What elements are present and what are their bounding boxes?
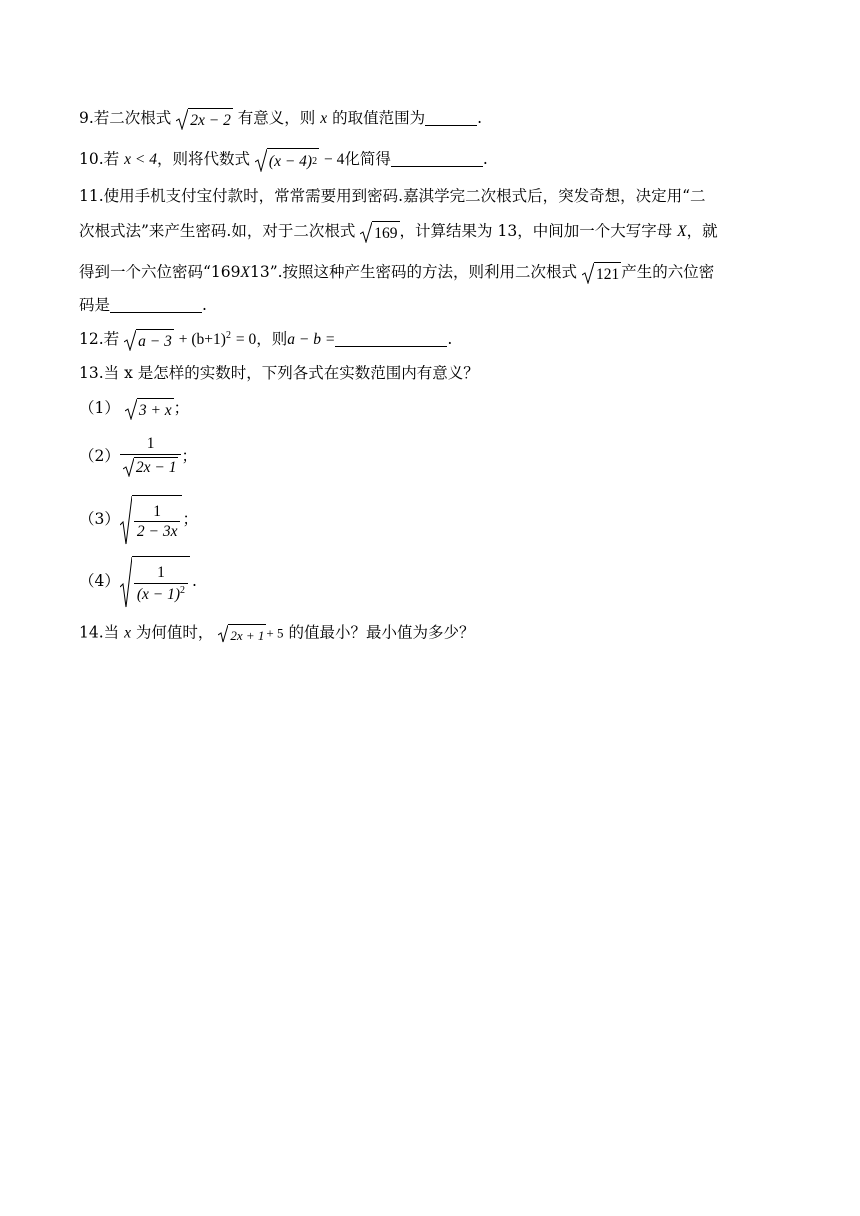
q10-text-mid: ，则将代数式 (156, 150, 250, 168)
q14-radicand: 2x + 1 (228, 624, 266, 643)
q14-radical (218, 624, 266, 643)
q12-number: 12. (79, 330, 104, 348)
q9-radical (176, 108, 233, 130)
question-10 (79, 148, 488, 172)
question-11-line-2 (79, 221, 718, 243)
q13-part-2-label: （2） (79, 446, 120, 465)
q14-text-pre: 14.当 (79, 623, 120, 642)
q11-line-3-post: 产生的六位密 (621, 263, 715, 281)
question-13-stem (79, 366, 479, 382)
q10-text-post: 化简得 (344, 150, 391, 168)
q13-part-1-semicolon: ； (173, 399, 190, 417)
q9-radicand: 2x − 2 (188, 108, 233, 130)
q9-period: . (477, 109, 483, 127)
question-14 (79, 624, 474, 643)
q11-line-2-end: ，就 (686, 222, 718, 240)
q12-plus-term: + (b+1) (178, 331, 226, 348)
q13-part-2 (79, 436, 197, 477)
q13-part-2-numerator: 1 (146, 435, 155, 452)
q13-part-4-numerator: 1 (157, 564, 165, 581)
q9-number: 9. (79, 109, 94, 127)
q11-line-2-post: ，计算结果为 13，中间加一个大写字母 (399, 222, 673, 240)
q11-line-4-text: 码是 (79, 296, 111, 314)
q12-period: . (447, 330, 453, 348)
q12-answer-blank[interactable] (335, 332, 447, 347)
q10-condition: x < 4 (124, 151, 157, 168)
q12-equals: = 0 (235, 331, 257, 348)
q11-answer-blank[interactable] (110, 298, 202, 313)
q12-exponent: 2 (225, 330, 231, 341)
q13-part-3 (79, 495, 198, 545)
q13-part-2-semicolon: ； (181, 446, 197, 465)
q13-part-4 (79, 556, 197, 608)
question-11-line-1 (79, 189, 706, 205)
question-9 (79, 108, 482, 130)
q11-letter-x: X (677, 223, 687, 240)
q11-line-1-text: 11.使用手机支付宝付款时，常常需要用到密码.嘉淇学完二次根式后，突发奇想，决定用“二 (79, 187, 706, 205)
q13-part-3-denominator: 2 − 3x (134, 521, 181, 540)
q13-part-3-numerator: 1 (153, 502, 162, 520)
q14-text-mid: 为何值时， (135, 623, 214, 642)
q10-radical (255, 148, 319, 172)
q10-number: 10. (79, 150, 104, 168)
question-12 (79, 329, 452, 351)
q13-part-4-period: . (192, 572, 197, 591)
q13-part-4-fraction (134, 565, 188, 602)
q13-part-4-exponent: 2 (180, 584, 186, 596)
q11-radical-121 (582, 262, 621, 284)
q13-stem-text: 13.当 x 是怎样的实数时，下列各式在实数范围内有意义？ (79, 364, 479, 382)
q11-line-3-pre: 得到一个六位密码“169 (79, 263, 241, 281)
q13-part-3-fraction (134, 504, 181, 540)
q11-radicand-121: 121 (594, 262, 621, 284)
q13-part-3-semicolon: ； (182, 510, 198, 529)
q14-text-post: 的值最小？最小值为多少？ (288, 623, 475, 642)
q13-part-1-radical (125, 398, 174, 420)
q11-line-3-mid: 13”.按照这种产生密码的方法，则利用二次根式 (249, 263, 578, 281)
q13-part-1-label: （1） (79, 399, 120, 417)
q13-part-3-label: （3） (79, 510, 120, 529)
q12-radical (124, 329, 174, 351)
q13-part-2-radical (123, 457, 179, 477)
q14-variable: x (124, 624, 131, 642)
q9-text-pre: 若二次根式 (93, 109, 172, 127)
q11-radicand-169: 169 (372, 221, 399, 243)
q13-part-1-radicand: 3 + x (137, 398, 174, 420)
q13-part-4-denominator: (x − 1) (136, 585, 181, 603)
q11-line-3-letter: X (240, 264, 250, 281)
q9-text-post: 的取值范围为 (332, 109, 426, 127)
q10-exponent: 2 (312, 155, 318, 167)
q13-part-3-radical (120, 495, 183, 545)
q12-text-pre: 若 (103, 330, 120, 348)
q13-part-2-fraction (120, 436, 182, 477)
q10-inner: (x − 4) (268, 152, 313, 170)
q11-period: . (202, 296, 207, 314)
q12-text-mid: ，则 (256, 330, 288, 348)
q10-minus-term: − 4 (324, 151, 345, 168)
q12-radicand: a − 3 (136, 329, 174, 351)
q13-part-2-radicand: 2x − 1 (134, 457, 179, 477)
q10-text-pre: 若 (103, 150, 120, 168)
q11-line-2-pre: 次根式法”来产生密码.如，对于二次根式 (79, 222, 356, 240)
q13-part-1 (79, 398, 189, 420)
q11-radical-169 (360, 221, 399, 243)
q13-part-4-label: （4） (79, 572, 120, 591)
q10-period: . (482, 150, 488, 168)
q9-text-mid: 有意义，则 (237, 109, 316, 127)
q10-answer-blank[interactable] (391, 152, 483, 167)
question-11-line-3 (79, 262, 714, 284)
q9-answer-blank[interactable] (425, 111, 477, 126)
q13-part-4-radical (120, 556, 190, 608)
q9-variable: x (320, 110, 328, 127)
q12-expression: a − b = (287, 331, 336, 348)
question-11-line-4 (79, 298, 207, 314)
q14-plus-term: + 5 (266, 625, 284, 641)
